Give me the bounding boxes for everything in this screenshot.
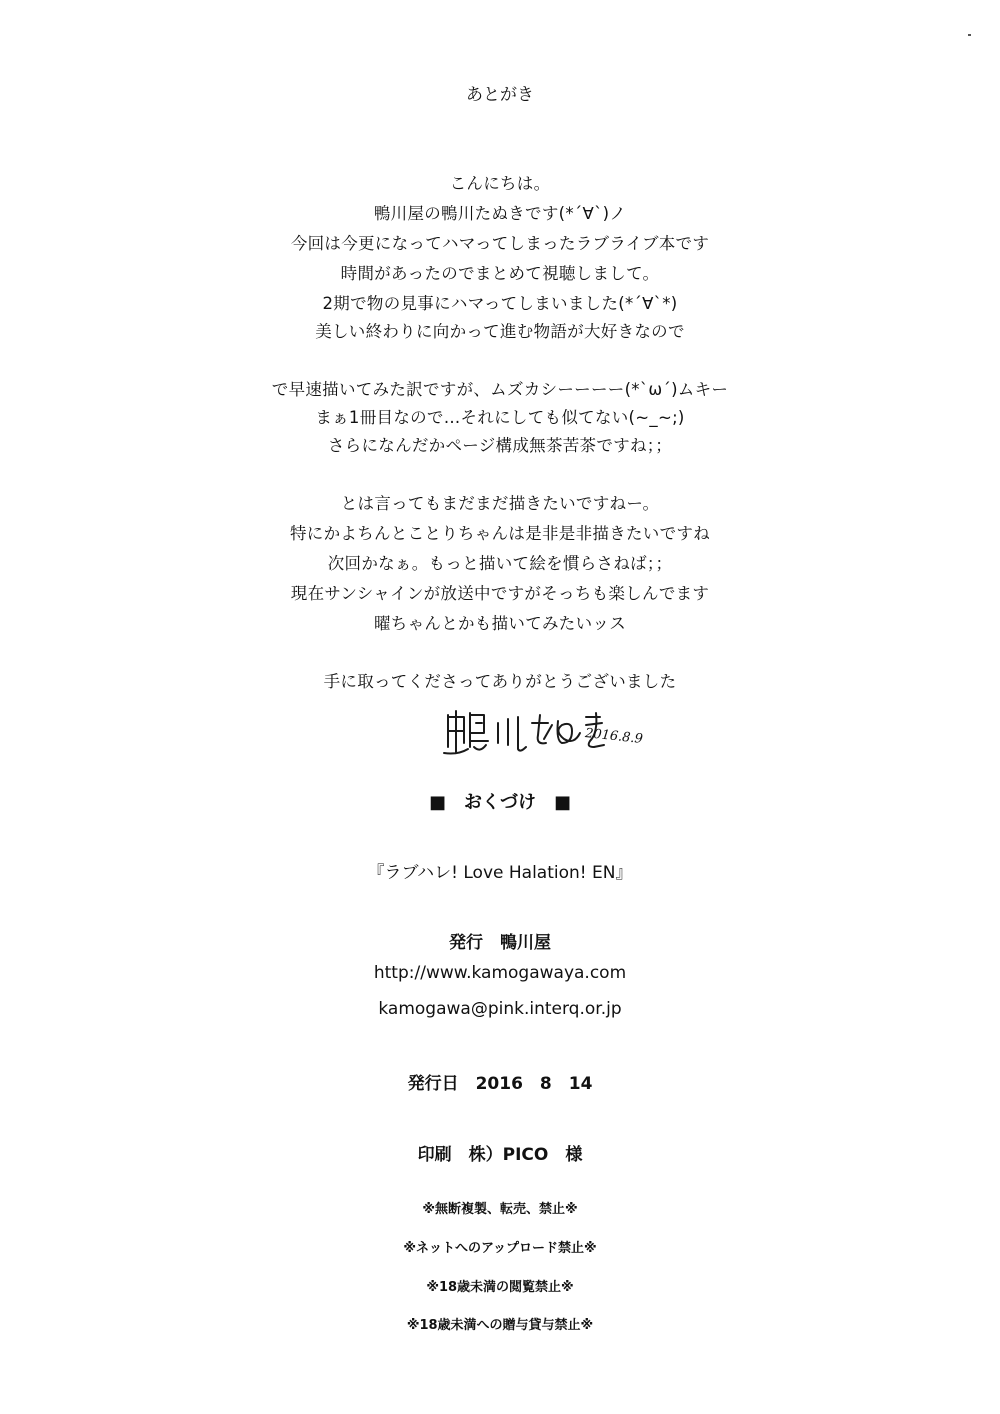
issue-date-line: 発行日 2016 8 14 [407, 1074, 593, 1094]
afterword-line: 美しい終わりに向かって進む物語が大好きなので [315, 322, 685, 341]
afterword-line: こんにちは。 [449, 174, 551, 193]
signature-date: 2016.8.9 [584, 726, 644, 747]
afterword-line: 特にかよちんとことりちゃんは是非是非描きたいですね [290, 524, 710, 543]
notice-line: ※18歳未満への贈与貸与禁止※ [406, 1318, 594, 1333]
afterword-line: さらになんだかページ構成無茶苦茶ですね；； [327, 436, 673, 455]
afterword-line: 現在サンシャインが放送中ですがそっちも楽しんでます [290, 584, 710, 603]
notice-line: ※無断複製、転売、禁止※ [422, 1202, 578, 1217]
afterword-line: 曜ちゃんとかも描いてみたいッス [374, 614, 626, 633]
printer-line: 印刷 株）PICO 様 [417, 1145, 583, 1165]
email-address: kamogawa@pink.interq.or.jp [378, 999, 622, 1019]
notice-line: ※ネットへのアップロード禁止※ [403, 1241, 597, 1256]
book-title: 『ラブハレ! Love Halation! EN』 [367, 863, 633, 883]
afterword-line: 鴨川屋の鴨川たぬきです(*´∀`)ノ [373, 204, 627, 223]
afterword-line: 今回は今更になってハマってしまったラブライブ本です [290, 234, 710, 253]
publisher-line: 発行 鴨川屋 [449, 933, 551, 953]
afterword-line: で早速描いてみた訳ですが、ムズカシーーーー(*`ω´)ムキー [271, 380, 729, 399]
scan-speck [968, 34, 971, 36]
website-url: http://www.kamogawaya.com [373, 963, 627, 983]
thanks-line: 手に取ってくださってありがとうございました [323, 672, 677, 691]
afterword-line: 次回かなぁ。もっと描いて絵を慣らさねば；； [327, 554, 673, 573]
colophon-heading: ■ おくづけ ■ [428, 792, 571, 813]
afterword-heading: あとがき [466, 85, 534, 105]
afterword-line: 時間があったのでまとめて視聴しまして。 [340, 264, 660, 283]
afterword-line: 2期で物の見事にハマってしまいました(*´∀`*) [322, 294, 678, 313]
notice-line: ※18歳未満の閲覧禁止※ [426, 1280, 574, 1295]
afterword-line: とは言ってもまだまだ描きたいですねー。 [340, 494, 660, 513]
afterword-line: まぁ1冊目なので…それにしても似てない(~_~;) [315, 408, 685, 427]
